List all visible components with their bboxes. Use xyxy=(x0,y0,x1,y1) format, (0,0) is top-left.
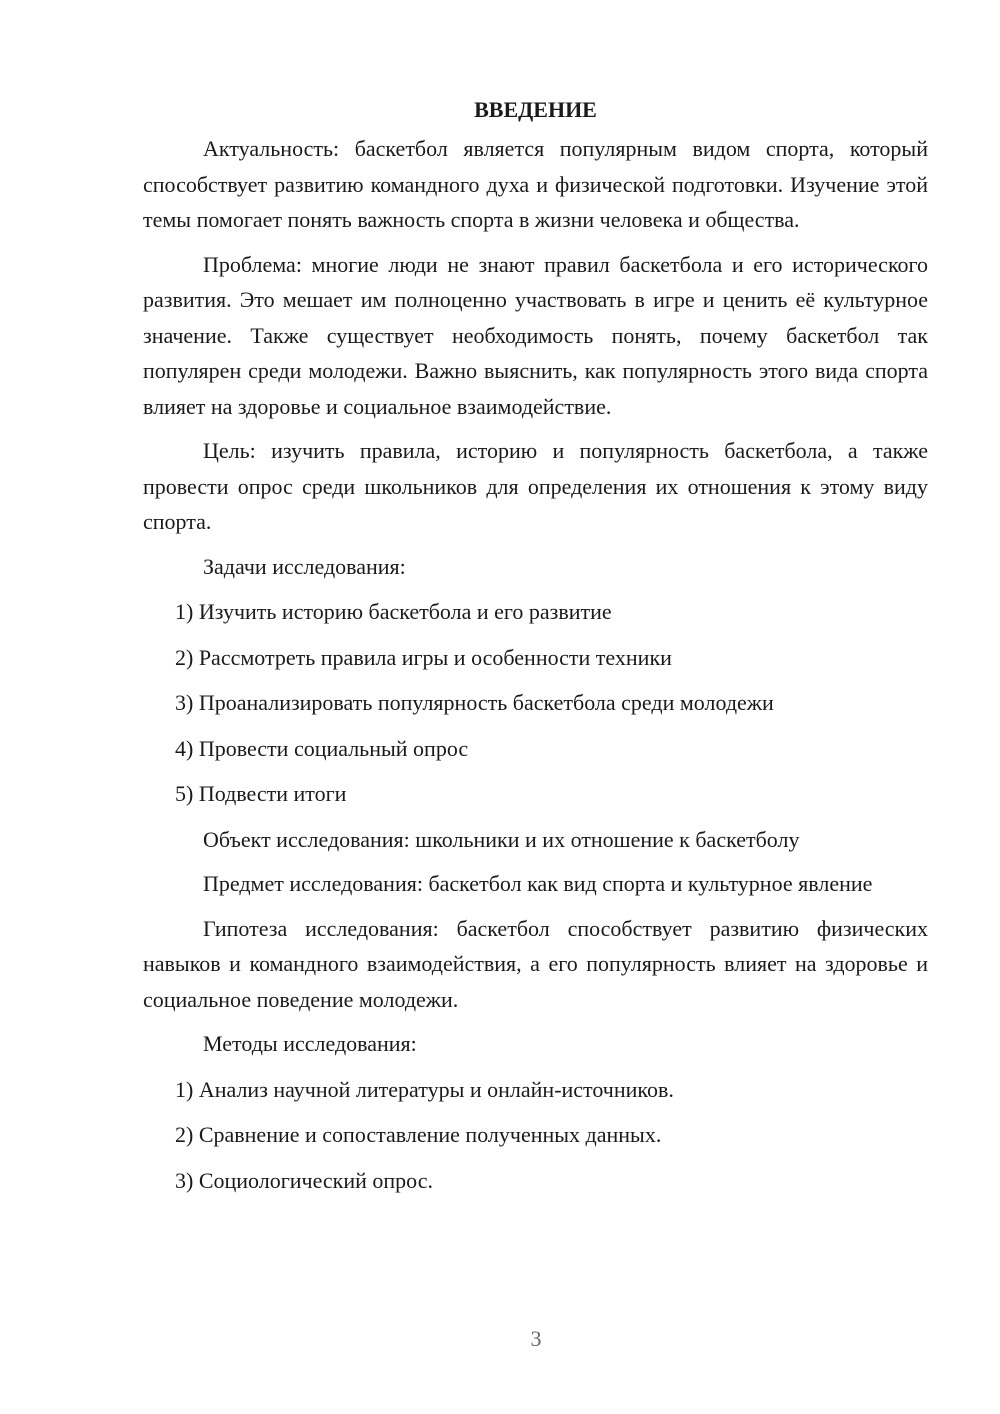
section-heading: ВВЕДЕНИЕ xyxy=(474,97,597,122)
object-paragraph: Объект исследования: школьники и их отношение к баскетболу xyxy=(203,826,800,852)
subject-paragraph: Предмет исследования: баскетбол как вид спорта и культурное явление xyxy=(203,871,873,896)
relevance-paragraph: Актуальность: баскетбол является популярным видом спорта, который способствует развитию командного духа и физической подготовки. Изучение этой темы помогает понять важность спорта в жизни человека и общества. xyxy=(143,136,928,232)
page-content xyxy=(143,92,928,1208)
methods-heading: Методы исследования: xyxy=(203,1031,417,1056)
list-item: 2) Рассмотреть правила игры и особенности техники xyxy=(175,644,672,670)
goal-paragraph: Цель: изучить правила, историю и популярность баскетбола, а также провести опрос среди школьников для определения их отношения к этому виду спорта. xyxy=(143,438,928,534)
list-item: 1) Анализ научной литературы и онлайн-источников. xyxy=(175,1076,674,1102)
list-item: 1) Изучить историю баскетбола и его развитие xyxy=(175,599,612,624)
tasks-heading: Задачи исследования: xyxy=(203,553,406,579)
list-item: 3) Проанализировать популярность баскетбола среди молодежи xyxy=(175,690,774,715)
problem-paragraph: Проблема: многие люди не знают правил баскетбола и его исторического развития. Это мешает им полноценно участвовать в игре и ценить её культурное значение. Также существует необходимость понять, почему баскетбол так популярен среди молодежи. Важно выяснить, как популярность этого вида спорта влияет на здоровье и социальное взаимодействие. xyxy=(143,251,928,419)
hypothesis-paragraph: Гипотеза исследования: баскетбол способствует развитию физических навыков и командного взаимодействия, а его популярность влияет на здоровье и социальное поведение молодежи. xyxy=(143,915,928,1012)
tasks-list xyxy=(143,594,928,811)
page-number: 3 xyxy=(530,1326,542,1351)
list-item: 5) Подвести итоги xyxy=(175,781,347,806)
list-item: 2) Сравнение и сопоставление полученных данных. xyxy=(175,1122,662,1147)
list-item: 4) Провести социальный опрос xyxy=(175,735,469,761)
list-item: 3) Социологический опрос. xyxy=(175,1167,433,1193)
methods-list xyxy=(143,1072,928,1198)
